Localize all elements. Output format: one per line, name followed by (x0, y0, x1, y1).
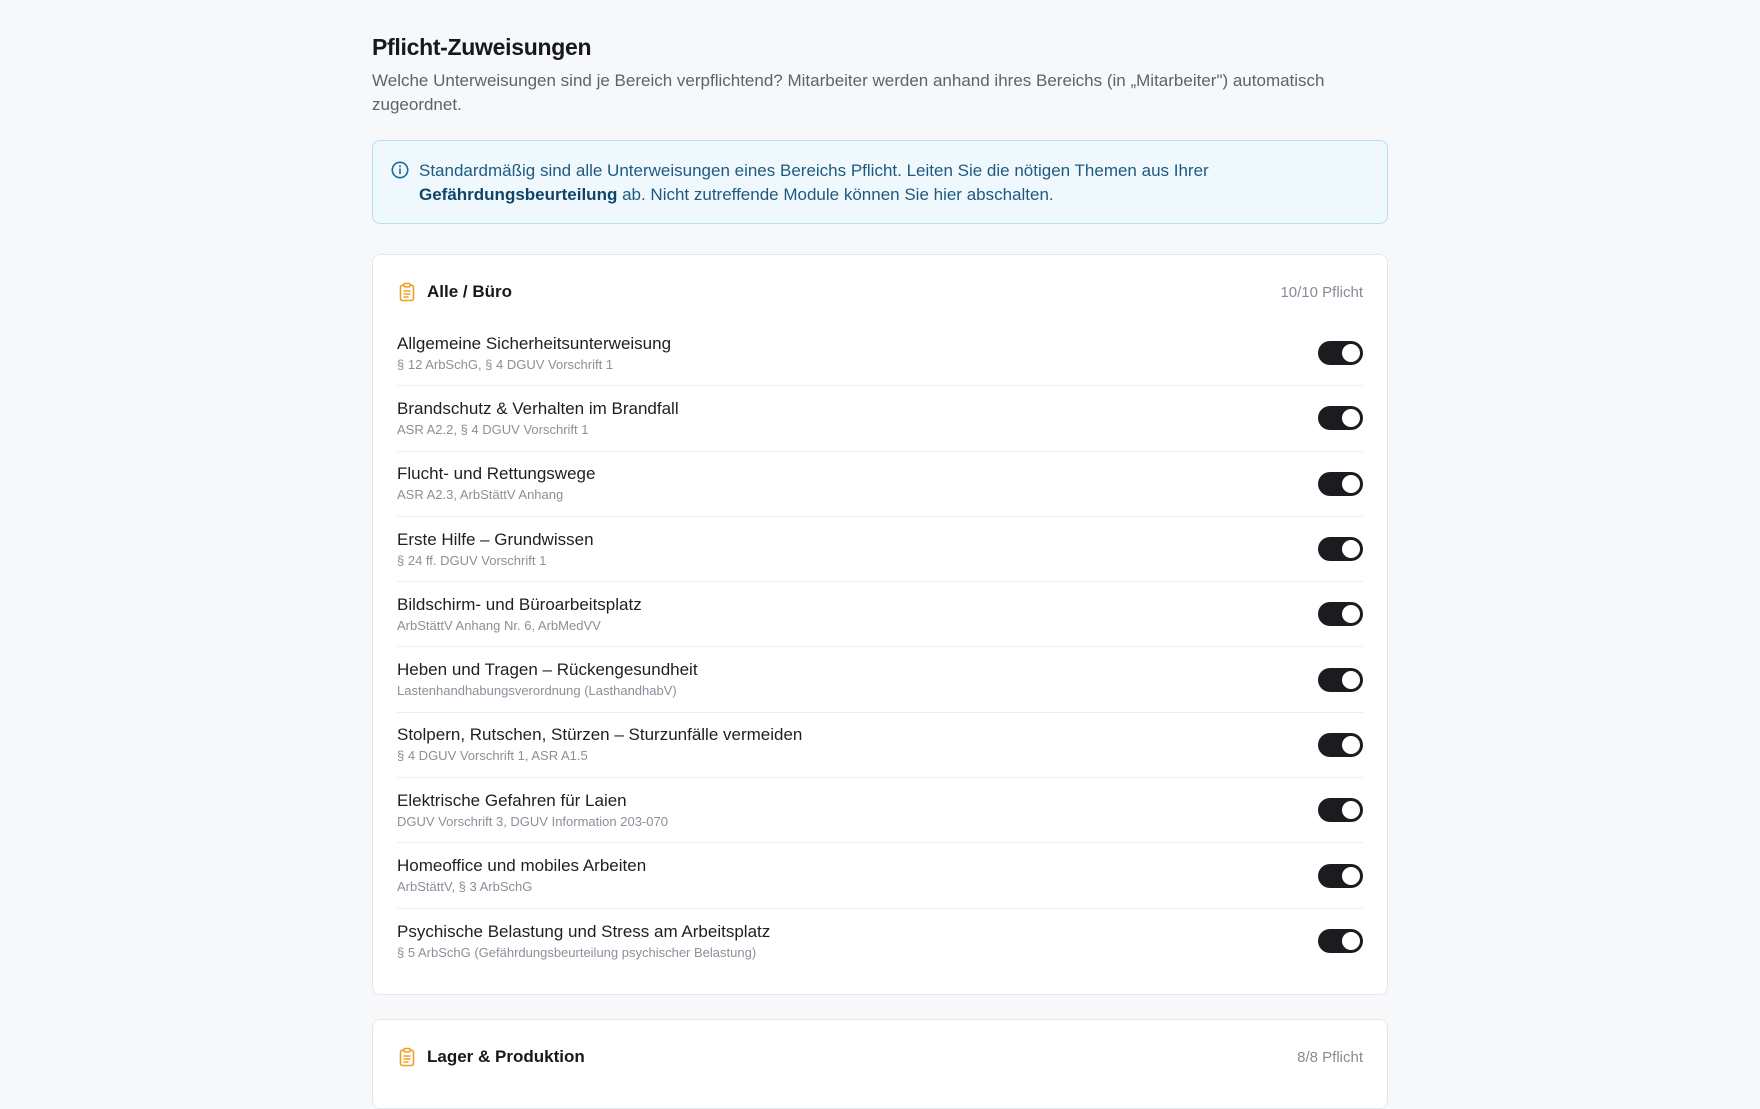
assignment-title: Allgemeine Sicherheitsunterweisung (397, 333, 672, 353)
clipboard-icon (397, 282, 417, 302)
mandatory-toggle[interactable] (1318, 537, 1363, 561)
info-text-highlight: Gefährdungsbeurteilung (419, 185, 618, 204)
assignment-legal-basis: ASR A2.2, § 4 DGUV Vorschrift 1 (397, 421, 589, 437)
assignment-text (397, 790, 668, 831)
mandatory-toggle[interactable] (1318, 341, 1363, 365)
info-banner (372, 140, 1388, 224)
mandatory-toggle[interactable] (1318, 472, 1363, 496)
mandatory-toggle[interactable] (1318, 864, 1363, 888)
assignment-title: Erste Hilfe – Grundwissen (397, 529, 594, 549)
section-count: 10/10 Pflicht (1280, 283, 1363, 301)
assignment-text (397, 659, 698, 700)
assignment-legal-basis: ASR A2.3, ArbStättV Anhang (397, 487, 564, 503)
info-circle-icon (391, 161, 409, 179)
info-text-start: Standardmäßig sind alle Unterweisungen eines Bereichs Pflicht. Leiten Sie die nötigen Themen aus Ihrer (419, 161, 1209, 180)
assignment-title: Homeoffice und mobiles Arbeiten (397, 856, 647, 876)
assignment-text (397, 594, 642, 635)
toggle-knob (1342, 605, 1360, 623)
toggle-knob (1342, 475, 1360, 493)
assignment-title: Elektrische Gefahren für Laien (397, 790, 627, 810)
section-card-alle-buero (372, 254, 1388, 995)
assignment-row (397, 321, 1363, 386)
assignment-text (397, 463, 595, 504)
info-text-end: ab. Nicht zutreffende Module können Sie hier abschalten. (617, 185, 1054, 204)
assignment-row (397, 909, 1363, 974)
toggle-knob (1342, 867, 1360, 885)
section-card-lager-produktion (372, 1019, 1388, 1109)
clipboard-icon (397, 1047, 417, 1067)
assignment-row (397, 778, 1363, 843)
assignment-row (397, 713, 1363, 778)
assignment-list (397, 321, 1363, 974)
assignment-legal-basis: § 12 ArbSchG, § 4 DGUV Vorschrift 1 (397, 356, 614, 372)
assignment-row (397, 582, 1363, 647)
toggle-knob (1342, 671, 1360, 689)
toggle-knob (1342, 409, 1360, 427)
assignment-legal-basis: § 24 ff. DGUV Vorschrift 1 (397, 552, 547, 568)
assignment-legal-basis: ArbStättV Anhang Nr. 6, ArbMedVV (397, 617, 601, 633)
section-header-left (397, 282, 512, 302)
assignment-title: Bildschirm- und Büroarbeitsplatz (397, 594, 642, 614)
section-header (397, 255, 1363, 327)
assignment-legal-basis: DGUV Vorschrift 3, DGUV Information 203-070 (397, 813, 668, 829)
assignment-row (397, 647, 1363, 712)
info-text (419, 159, 1367, 207)
assignment-legal-basis: § 5 ArbSchG (Gefährdungsbeurteilung psychischer Belastung) (397, 944, 757, 960)
mandatory-toggle[interactable] (1318, 602, 1363, 626)
assignment-legal-basis: Lastenhandhabungsverordnung (LasthandhabV) (397, 683, 677, 699)
assignment-text (397, 855, 646, 896)
assignment-row (397, 517, 1363, 582)
assignment-row (397, 843, 1363, 908)
section-count: 8/8 Pflicht (1297, 1048, 1363, 1066)
assignment-legal-basis: § 4 DGUV Vorschrift 1, ASR A1.5 (397, 748, 588, 764)
mandatory-toggle[interactable] (1318, 798, 1363, 822)
assignment-text (397, 724, 802, 765)
assignment-legal-basis: ArbStättV, § 3 ArbSchG (397, 879, 533, 895)
section-title: Lager & Produktion (427, 1047, 585, 1066)
mandatory-toggle[interactable] (1318, 406, 1363, 430)
page-title: Pflicht-Zuweisungen (372, 34, 592, 60)
section-title: Alle / Büro (427, 282, 513, 301)
toggle-knob (1342, 932, 1360, 950)
mandatory-toggle[interactable] (1318, 733, 1363, 757)
toggle-knob (1342, 344, 1360, 362)
assignment-title: Stolpern, Rutschen, Stürzen – Sturzunfälle vermeiden (397, 725, 803, 745)
assignment-text (397, 921, 770, 962)
assignment-title: Psychische Belastung und Stress am Arbeitsplatz (397, 921, 771, 941)
toggle-knob (1342, 736, 1360, 754)
section-header-left (397, 1047, 585, 1067)
assignment-title: Brandschutz & Verhalten im Brandfall (397, 398, 679, 418)
assignment-title: Flucht- und Rettungswege (397, 464, 596, 484)
assignment-row (397, 452, 1363, 517)
assignment-text (397, 398, 679, 439)
assignment-text (397, 333, 671, 374)
assignment-row (397, 386, 1363, 451)
assignment-title: Heben und Tragen – Rückengesundheit (397, 660, 698, 680)
page-description: Welche Unterweisungen sind je Bereich verpflichtend? Mitarbeiter werden anhand ihres Bereichs (in „Mitarbeiter") automatisch zugeordnet. (372, 71, 1325, 114)
assignment-text (397, 529, 594, 570)
toggle-knob (1342, 801, 1360, 819)
section-header (397, 1020, 1363, 1092)
toggle-knob (1342, 540, 1360, 558)
page-container (372, 0, 1388, 1109)
mandatory-toggle[interactable] (1318, 929, 1363, 953)
mandatory-toggle[interactable] (1318, 668, 1363, 692)
